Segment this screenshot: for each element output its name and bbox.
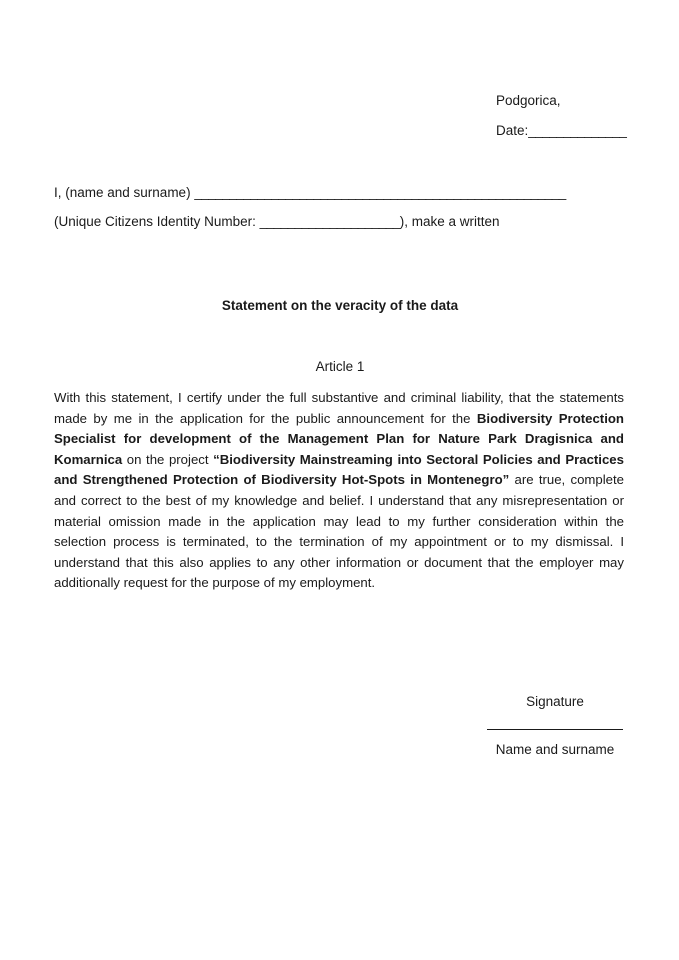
name-line bbox=[54, 178, 626, 207]
date-label: Date: bbox=[496, 123, 529, 138]
signature-name-caption: Name and surname bbox=[495, 742, 615, 758]
header-city: Podgorica, bbox=[496, 93, 561, 108]
identity-block bbox=[54, 178, 626, 236]
date-blank-fill: ______________ bbox=[528, 123, 627, 138]
uin-label: (Unique Citizens Identity Number: bbox=[54, 214, 256, 229]
uin-blank-fill: ____________________ bbox=[259, 214, 400, 229]
uin-suffix: ), make a written bbox=[399, 214, 500, 229]
article-heading: Article 1 bbox=[315, 359, 365, 374]
signature-block bbox=[470, 692, 640, 760]
document-title: Statement on the veracity of the data bbox=[221, 298, 459, 313]
body-segment-3: are true, complete and correct to the best of my knowledge and belief. I understand that any misrepresentation or material omission made in the application may lead to my further consideration within the selection process is terminated, to the termination of my appointment or to my dismissal. I understand that this also applies to any other information or document that the employer may additionally request for the purpose of my employment. bbox=[54, 472, 624, 591]
body-bold-role: Biodiversity Protection Specialist for development of the Management Plan for Nature Park Dragisnica and Komarnica bbox=[54, 410, 624, 467]
signature-line bbox=[487, 729, 623, 730]
header-date-line bbox=[496, 116, 656, 146]
body-segment-1: With this statement, I certify under the full substantive and criminal liability, that the statements made by me in the application for the public announcement for the bbox=[54, 390, 624, 426]
name-label: I, (name and surname) bbox=[54, 185, 191, 200]
name-blank-fill: _____________________________________________________ bbox=[194, 185, 566, 200]
body-bold-project: “Biodiversity Mainstreaming into Sectoral Policies and Practices and Strengthened Protection of Biodiversity Hot-Spots in Montenegro” bbox=[54, 451, 624, 488]
header-block bbox=[496, 86, 656, 146]
uin-line bbox=[54, 207, 626, 236]
body-segment-2: on the project bbox=[122, 451, 214, 467]
signature-label: Signature bbox=[526, 694, 584, 709]
body-paragraph bbox=[54, 388, 624, 594]
